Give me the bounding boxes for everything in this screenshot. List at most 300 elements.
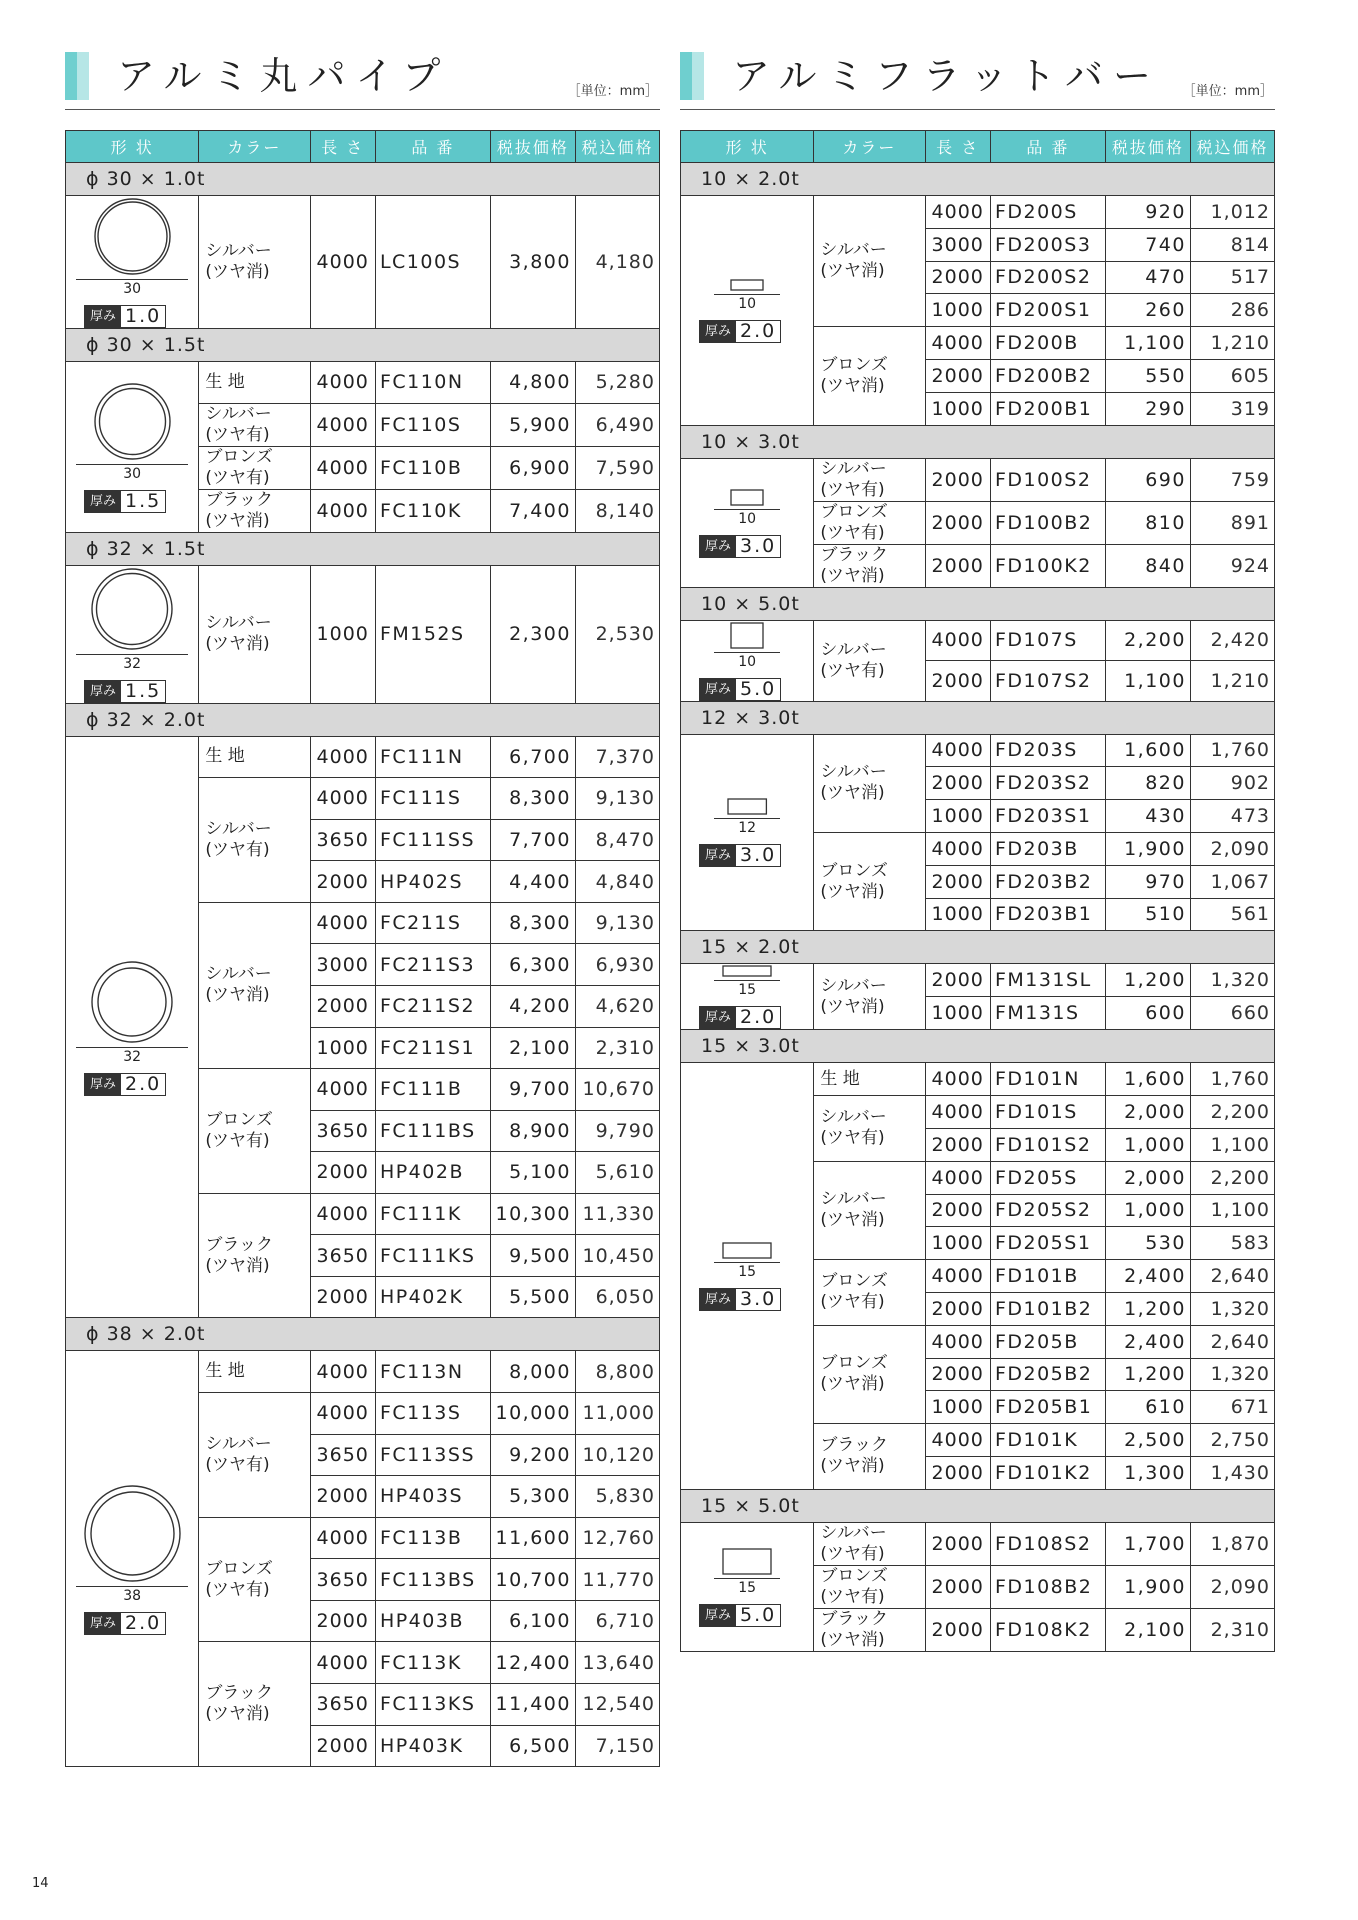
- color-cell: [199, 1517, 310, 1642]
- price-excl-tax-cell: 4,400: [490, 861, 575, 903]
- color-cell: [814, 1608, 925, 1651]
- price-excl-tax-cell: 2,300: [490, 565, 575, 703]
- product-code-cell: FD101S: [990, 1096, 1105, 1129]
- product-code-cell: FD101S2: [990, 1128, 1105, 1161]
- price-incl-tax-cell: 2,090: [1190, 832, 1274, 865]
- product-code-cell: FD205B: [990, 1325, 1105, 1358]
- thickness-badge: [84, 490, 166, 513]
- thickness-key: 厚み: [85, 306, 121, 327]
- price-excl-tax-cell: 840: [1105, 544, 1190, 587]
- length-cell: 2000: [925, 1128, 990, 1161]
- length-cell: 2000: [925, 1565, 990, 1608]
- price-incl-tax-cell: 9,130: [575, 902, 659, 944]
- price-excl-tax-cell: 1,200: [1105, 1292, 1190, 1325]
- length-cell: 3650: [310, 1559, 375, 1601]
- dimension-line: [76, 1586, 189, 1587]
- price-incl-tax-cell: 11,770: [575, 1559, 659, 1601]
- price-excl-tax-cell: 3,800: [490, 196, 575, 329]
- color-name: シルバー (ツヤ有): [820, 639, 887, 681]
- dimension-line: [714, 509, 780, 510]
- color-name: ブラック (ツヤ消): [820, 1608, 889, 1650]
- price-excl-tax-cell: 1,300: [1105, 1456, 1190, 1489]
- shape-figure: [681, 1547, 813, 1627]
- thickness-badge: [699, 1288, 781, 1311]
- thickness-badge: [699, 844, 781, 867]
- product-code-cell: FC113B: [375, 1517, 490, 1559]
- price-excl-tax-cell: 5,500: [490, 1276, 575, 1318]
- dimension-line: [714, 652, 780, 653]
- price-excl-tax-cell: 970: [1105, 865, 1190, 898]
- color-cell: [814, 1565, 925, 1608]
- price-incl-tax-cell: 9,130: [575, 778, 659, 820]
- price-excl-tax-cell: 2,000: [1105, 1161, 1190, 1194]
- color-cell: [199, 489, 310, 532]
- inner-wall: [98, 968, 166, 1036]
- product-code-cell: FD203S: [990, 734, 1105, 767]
- price-incl-tax-cell: 12,540: [575, 1683, 659, 1725]
- product-code-cell: FD205S2: [990, 1194, 1105, 1227]
- color-cell: [814, 458, 925, 501]
- product-code-cell: FC211S: [375, 902, 490, 944]
- price-excl-tax-cell: 610: [1105, 1391, 1190, 1424]
- price-incl-tax-cell: 286: [1190, 294, 1274, 327]
- length-cell: 3650: [310, 819, 375, 861]
- table-row: [681, 196, 1275, 229]
- color-cell: [814, 1063, 925, 1096]
- color-cell: [814, 196, 925, 327]
- price-incl-tax-cell: 1,100: [1190, 1128, 1274, 1161]
- color-cell: [814, 544, 925, 587]
- price-incl-tax-cell: 10,670: [575, 1069, 659, 1111]
- price-incl-tax-cell: 7,150: [575, 1725, 659, 1767]
- price-excl-tax-cell: 1,000: [1105, 1128, 1190, 1161]
- bar-profile: [731, 490, 763, 505]
- section-row: [681, 163, 1275, 196]
- table-row: [681, 964, 1275, 997]
- product-code-cell: FD100B2: [990, 501, 1105, 544]
- thickness-key: 厚み: [700, 679, 736, 700]
- length-cell: 2000: [925, 1456, 990, 1489]
- color-name: 生 地: [820, 1068, 860, 1089]
- color-cell: [814, 1424, 925, 1490]
- color-cell: [814, 1522, 925, 1565]
- price-excl-tax-cell: 600: [1105, 997, 1190, 1030]
- color-name: シルバー (ツヤ消): [820, 240, 887, 282]
- product-code-cell: FC111KS: [375, 1235, 490, 1277]
- color-name: 生 地: [205, 371, 245, 392]
- length-cell: 2000: [925, 1292, 990, 1325]
- price-incl-tax-cell: 7,590: [575, 446, 659, 489]
- product-code-cell: FC211S1: [375, 1027, 490, 1069]
- price-incl-tax-cell: 2,530: [575, 565, 659, 703]
- thickness-key: 厚み: [85, 491, 121, 512]
- price-incl-tax-cell: 10,120: [575, 1434, 659, 1476]
- bar-profile: [723, 1243, 771, 1258]
- product-code-cell: FD200S1: [990, 294, 1105, 327]
- price-incl-tax-cell: 1,320: [1190, 964, 1274, 997]
- length-cell: 2000: [310, 1276, 375, 1318]
- thickness-badge: [699, 535, 781, 558]
- inner-wall: [99, 388, 165, 454]
- color-cell: [814, 620, 925, 701]
- price-excl-tax-cell: 8,300: [490, 902, 575, 944]
- table-row: [681, 1063, 1275, 1096]
- column-header: 品 番: [990, 131, 1105, 163]
- color-cell: [199, 1069, 310, 1194]
- length-cell: 4000: [925, 1161, 990, 1194]
- shape-figure: [66, 196, 198, 328]
- shape-figure: [681, 278, 813, 343]
- length-cell: 4000: [925, 832, 990, 865]
- price-incl-tax-cell: 1,320: [1190, 1292, 1274, 1325]
- length-cell: 1000: [310, 1027, 375, 1069]
- section-row: [681, 701, 1275, 734]
- product-code-cell: FC113N: [375, 1351, 490, 1393]
- thickness-key: 厚み: [700, 1007, 736, 1028]
- column-header: カラー: [199, 131, 310, 163]
- length-cell: 1000: [310, 565, 375, 703]
- color-name: ブロンズ (ツヤ消): [820, 354, 888, 396]
- pipe-cross-section-icon: [92, 381, 173, 462]
- product-code-cell: FD100S2: [990, 458, 1105, 501]
- section-label: ϕ 32 × 1.5t: [66, 532, 660, 565]
- table-row: [681, 620, 1275, 661]
- price-incl-tax-cell: 8,140: [575, 489, 659, 532]
- price-excl-tax-cell: 10,700: [490, 1559, 575, 1601]
- price-excl-tax-cell: 510: [1105, 898, 1190, 931]
- shape-figure: [681, 797, 813, 867]
- product-code-cell: FD200S: [990, 196, 1105, 229]
- price-excl-tax-cell: 5,300: [490, 1476, 575, 1518]
- price-incl-tax-cell: 1,430: [1190, 1456, 1274, 1489]
- price-excl-tax-cell: 430: [1105, 800, 1190, 833]
- column-header: 税込価格: [575, 131, 659, 163]
- column-header: 品 番: [375, 131, 490, 163]
- color-cell: [199, 1642, 310, 1767]
- price-excl-tax-cell: 8,000: [490, 1351, 575, 1393]
- length-cell: 4000: [310, 778, 375, 820]
- product-code-cell: FC110B: [375, 446, 490, 489]
- dimension-label: 30: [123, 465, 142, 482]
- color-cell: [199, 1193, 310, 1318]
- dimension-line: [76, 1047, 189, 1048]
- outer-wall: [92, 962, 172, 1042]
- color-cell: [199, 736, 310, 778]
- product-code-cell: FC111N: [375, 736, 490, 778]
- section-row: [681, 425, 1275, 458]
- length-cell: 1000: [925, 800, 990, 833]
- price-excl-tax-cell: 1,900: [1105, 1565, 1190, 1608]
- thickness-key: 厚み: [85, 1074, 121, 1095]
- price-incl-tax-cell: 759: [1190, 458, 1274, 501]
- flat-bar-cross-section-icon: [721, 1241, 773, 1260]
- inner-wall: [91, 1492, 174, 1575]
- section-label: ϕ 38 × 2.0t: [66, 1318, 660, 1351]
- product-code-cell: FD203B: [990, 832, 1105, 865]
- price-excl-tax-cell: 5,900: [490, 403, 575, 446]
- price-excl-tax-cell: 2,100: [1105, 1608, 1190, 1651]
- price-excl-tax-cell: 1,200: [1105, 964, 1190, 997]
- price-excl-tax-cell: 7,400: [490, 489, 575, 532]
- dimension-label: 30: [123, 281, 142, 297]
- price-excl-tax-cell: 820: [1105, 767, 1190, 800]
- price-excl-tax-cell: 2,200: [1105, 620, 1190, 661]
- color-name: 生 地: [205, 746, 245, 767]
- color-cell: [199, 362, 310, 404]
- color-name: ブロンズ (ツヤ消): [820, 860, 888, 902]
- length-cell: 2000: [925, 964, 990, 997]
- price-excl-tax-cell: 290: [1105, 392, 1190, 425]
- price-excl-tax-cell: 6,500: [490, 1725, 575, 1767]
- product-code-cell: FC113S: [375, 1393, 490, 1435]
- price-incl-tax-cell: 5,830: [575, 1476, 659, 1518]
- length-cell: 1000: [925, 997, 990, 1030]
- table-header-row: [681, 131, 1275, 163]
- page-title: アルミ丸パイプ: [117, 54, 451, 98]
- product-code-cell: FD200S2: [990, 261, 1105, 294]
- product-code-cell: FD107S: [990, 620, 1105, 661]
- column-header: カラー: [814, 131, 925, 163]
- length-cell: 1000: [925, 898, 990, 931]
- length-cell: 4000: [310, 1642, 375, 1684]
- price-excl-tax-cell: 1,600: [1105, 734, 1190, 767]
- color-cell: [199, 1351, 310, 1393]
- header-accent-bar: [680, 52, 692, 100]
- color-cell: [814, 501, 925, 544]
- column-header: 長 さ: [925, 131, 990, 163]
- price-incl-tax-cell: 1,760: [1190, 734, 1274, 767]
- price-incl-tax-cell: 583: [1190, 1227, 1274, 1260]
- product-code-cell: FC211S3: [375, 944, 490, 986]
- flat-bar-cross-section-icon: [729, 621, 765, 650]
- table-row: [66, 196, 660, 329]
- color-cell: [199, 196, 310, 329]
- length-cell: 1000: [925, 294, 990, 327]
- price-incl-tax-cell: 5,280: [575, 362, 659, 404]
- page-number: 14: [32, 1876, 49, 1891]
- product-code-cell: FD205B2: [990, 1358, 1105, 1391]
- price-excl-tax-cell: 260: [1105, 294, 1190, 327]
- unit-label: ［単位：mm］: [1182, 84, 1273, 99]
- color-cell: [814, 1161, 925, 1259]
- price-incl-tax-cell: 6,930: [575, 944, 659, 986]
- color-name: ブロンズ (ツヤ有): [205, 1558, 273, 1600]
- length-cell: 1000: [925, 1391, 990, 1424]
- length-cell: 2000: [925, 1608, 990, 1651]
- product-code-cell: FC113KS: [375, 1683, 490, 1725]
- length-cell: 2000: [925, 767, 990, 800]
- table-row: [66, 565, 660, 703]
- shape-figure: [681, 1241, 813, 1311]
- outer-wall: [85, 1486, 180, 1581]
- price-incl-tax-cell: 8,800: [575, 1351, 659, 1393]
- product-code-cell: FD101K2: [990, 1456, 1105, 1489]
- price-excl-tax-cell: 2,400: [1105, 1325, 1190, 1358]
- shape-cell: [681, 964, 814, 1030]
- dimension-line: [76, 464, 189, 465]
- price-excl-tax-cell: 8,900: [490, 1110, 575, 1152]
- length-cell: 4000: [310, 362, 375, 404]
- section-label: ϕ 32 × 2.0t: [66, 703, 660, 736]
- price-incl-tax-cell: 2,310: [575, 1027, 659, 1069]
- product-code-cell: FC113BS: [375, 1559, 490, 1601]
- length-cell: 4000: [310, 902, 375, 944]
- section-label: 10 × 2.0t: [681, 163, 1275, 196]
- dimension-line: [714, 1262, 780, 1263]
- section-row: [681, 1489, 1275, 1522]
- price-excl-tax-cell: 4,800: [490, 362, 575, 404]
- page-title: アルミフラットバー: [732, 54, 1161, 98]
- dimension-label: 32: [123, 655, 142, 672]
- price-incl-tax-cell: 1,067: [1190, 865, 1274, 898]
- dimension-line: [714, 294, 780, 295]
- thickness-badge: [699, 1604, 781, 1627]
- price-excl-tax-cell: 5,100: [490, 1152, 575, 1194]
- header-accent-bar: [65, 52, 77, 100]
- table-row: [681, 734, 1275, 767]
- color-name: 生 地: [205, 1361, 245, 1382]
- price-excl-tax-cell: 10,300: [490, 1193, 575, 1235]
- price-excl-tax-cell: 10,000: [490, 1393, 575, 1435]
- product-code-cell: FD108S2: [990, 1522, 1105, 1565]
- thickness-value: 2.0: [740, 1006, 777, 1029]
- price-excl-tax-cell: 11,400: [490, 1683, 575, 1725]
- section-row: [66, 329, 660, 362]
- section-label: 10 × 5.0t: [681, 587, 1275, 620]
- column-header: 税抜価格: [1105, 131, 1190, 163]
- price-excl-tax-cell: 8,300: [490, 778, 575, 820]
- price-excl-tax-cell: 9,700: [490, 1069, 575, 1111]
- shape-cell: [66, 362, 199, 533]
- color-name: シルバー (ツヤ消): [820, 1189, 887, 1231]
- price-excl-tax-cell: 1,200: [1105, 1358, 1190, 1391]
- section-row: [681, 1030, 1275, 1063]
- section-label: 15 × 2.0t: [681, 931, 1275, 964]
- pipe-cross-section-icon: [82, 1483, 183, 1584]
- price-incl-tax-cell: 1,760: [1190, 1063, 1274, 1096]
- color-cell: [199, 403, 310, 446]
- table-row: [66, 1351, 660, 1393]
- shape-figure: [681, 488, 813, 558]
- thickness-value: 3.0: [740, 534, 777, 557]
- price-excl-tax-cell: 2,500: [1105, 1424, 1190, 1457]
- shape-figure: [66, 959, 198, 1096]
- shape-cell: [681, 196, 814, 426]
- section-row: [66, 163, 660, 196]
- price-incl-tax-cell: 561: [1190, 898, 1274, 931]
- inner-wall: [98, 202, 167, 271]
- price-incl-tax-cell: 9,790: [575, 1110, 659, 1152]
- length-cell: 4000: [310, 1069, 375, 1111]
- color-cell: [199, 778, 310, 903]
- dimension-label: 10: [738, 653, 757, 670]
- thickness-value: 3.0: [740, 1288, 777, 1311]
- color-name: ブラック (ツヤ消): [205, 1683, 274, 1725]
- price-incl-tax-cell: 1,210: [1190, 661, 1274, 702]
- length-cell: 4000: [925, 734, 990, 767]
- color-cell: [814, 832, 925, 930]
- length-cell: 1000: [925, 1227, 990, 1260]
- color-cell: [814, 734, 925, 832]
- price-incl-tax-cell: 2,640: [1190, 1325, 1274, 1358]
- dimension-label: 10: [738, 510, 757, 527]
- shape-figure: [681, 964, 813, 1029]
- column-header: 税込価格: [1190, 131, 1274, 163]
- bar-profile: [731, 623, 763, 648]
- length-cell: 2000: [925, 865, 990, 898]
- product-code-cell: FM131SL: [990, 964, 1105, 997]
- dimension-label: 10: [738, 295, 757, 312]
- price-incl-tax-cell: 11,000: [575, 1393, 659, 1435]
- section-header: [680, 50, 1275, 110]
- header-accent-bar-light: [77, 52, 89, 100]
- color-name: ブラック (ツヤ消): [205, 1234, 274, 1276]
- section-header: [65, 50, 660, 110]
- length-cell: 2000: [310, 1600, 375, 1642]
- price-excl-tax-cell: 690: [1105, 458, 1190, 501]
- shape-cell: [681, 620, 814, 701]
- shape-figure: [66, 1483, 198, 1635]
- thickness-badge: [84, 1612, 166, 1635]
- thickness-value: 1.5: [125, 489, 162, 512]
- color-name: シルバー (ツヤ有): [205, 403, 272, 445]
- price-incl-tax-cell: 7,370: [575, 736, 659, 778]
- thickness-value: 2.0: [125, 1611, 162, 1634]
- section-row: [681, 587, 1275, 620]
- product-code-cell: FD101B: [990, 1260, 1105, 1293]
- color-name: ブロンズ (ツヤ有): [820, 1565, 888, 1607]
- product-code-cell: FC111BS: [375, 1110, 490, 1152]
- thickness-value: 5.0: [740, 1603, 777, 1626]
- color-name: シルバー (ツヤ消): [820, 975, 887, 1017]
- section-label: 15 × 3.0t: [681, 1030, 1275, 1063]
- length-cell: 2000: [925, 544, 990, 587]
- price-incl-tax-cell: 605: [1190, 359, 1274, 392]
- thickness-key: 厚み: [700, 321, 736, 342]
- table-row: [66, 736, 660, 778]
- color-cell: [199, 565, 310, 703]
- product-code-cell: FC110N: [375, 362, 490, 404]
- column-header: 形 状: [681, 131, 814, 163]
- color-name: シルバー (ツヤ有): [205, 818, 272, 860]
- price-incl-tax-cell: 1,100: [1190, 1194, 1274, 1227]
- price-excl-tax-cell: 530: [1105, 1227, 1190, 1260]
- product-code-cell: FD200B2: [990, 359, 1105, 392]
- thickness-badge: [699, 1006, 781, 1029]
- dimension-label: 38: [123, 1587, 142, 1604]
- length-cell: 4000: [925, 1260, 990, 1293]
- length-cell: 3650: [310, 1683, 375, 1725]
- price-excl-tax-cell: 740: [1105, 228, 1190, 261]
- table-row: [66, 362, 660, 404]
- product-code-cell: FC113K: [375, 1642, 490, 1684]
- section-row: [66, 1318, 660, 1351]
- shape-figure: [66, 566, 198, 703]
- thickness-value: 3.0: [740, 844, 777, 867]
- bar-profile: [728, 799, 766, 814]
- price-incl-tax-cell: 2,420: [1190, 620, 1274, 661]
- flat-bar-table: [680, 130, 1275, 1652]
- length-cell: 2000: [925, 458, 990, 501]
- round-pipe-table: [65, 130, 660, 1767]
- dimension-label: 32: [123, 1048, 142, 1065]
- product-code-cell: LC100S: [375, 196, 490, 329]
- price-incl-tax-cell: 2,310: [1190, 1608, 1274, 1651]
- price-excl-tax-cell: 1,100: [1105, 327, 1190, 360]
- length-cell: 2000: [310, 1725, 375, 1767]
- price-incl-tax-cell: 2,090: [1190, 1565, 1274, 1608]
- shape-cell: [681, 1063, 814, 1489]
